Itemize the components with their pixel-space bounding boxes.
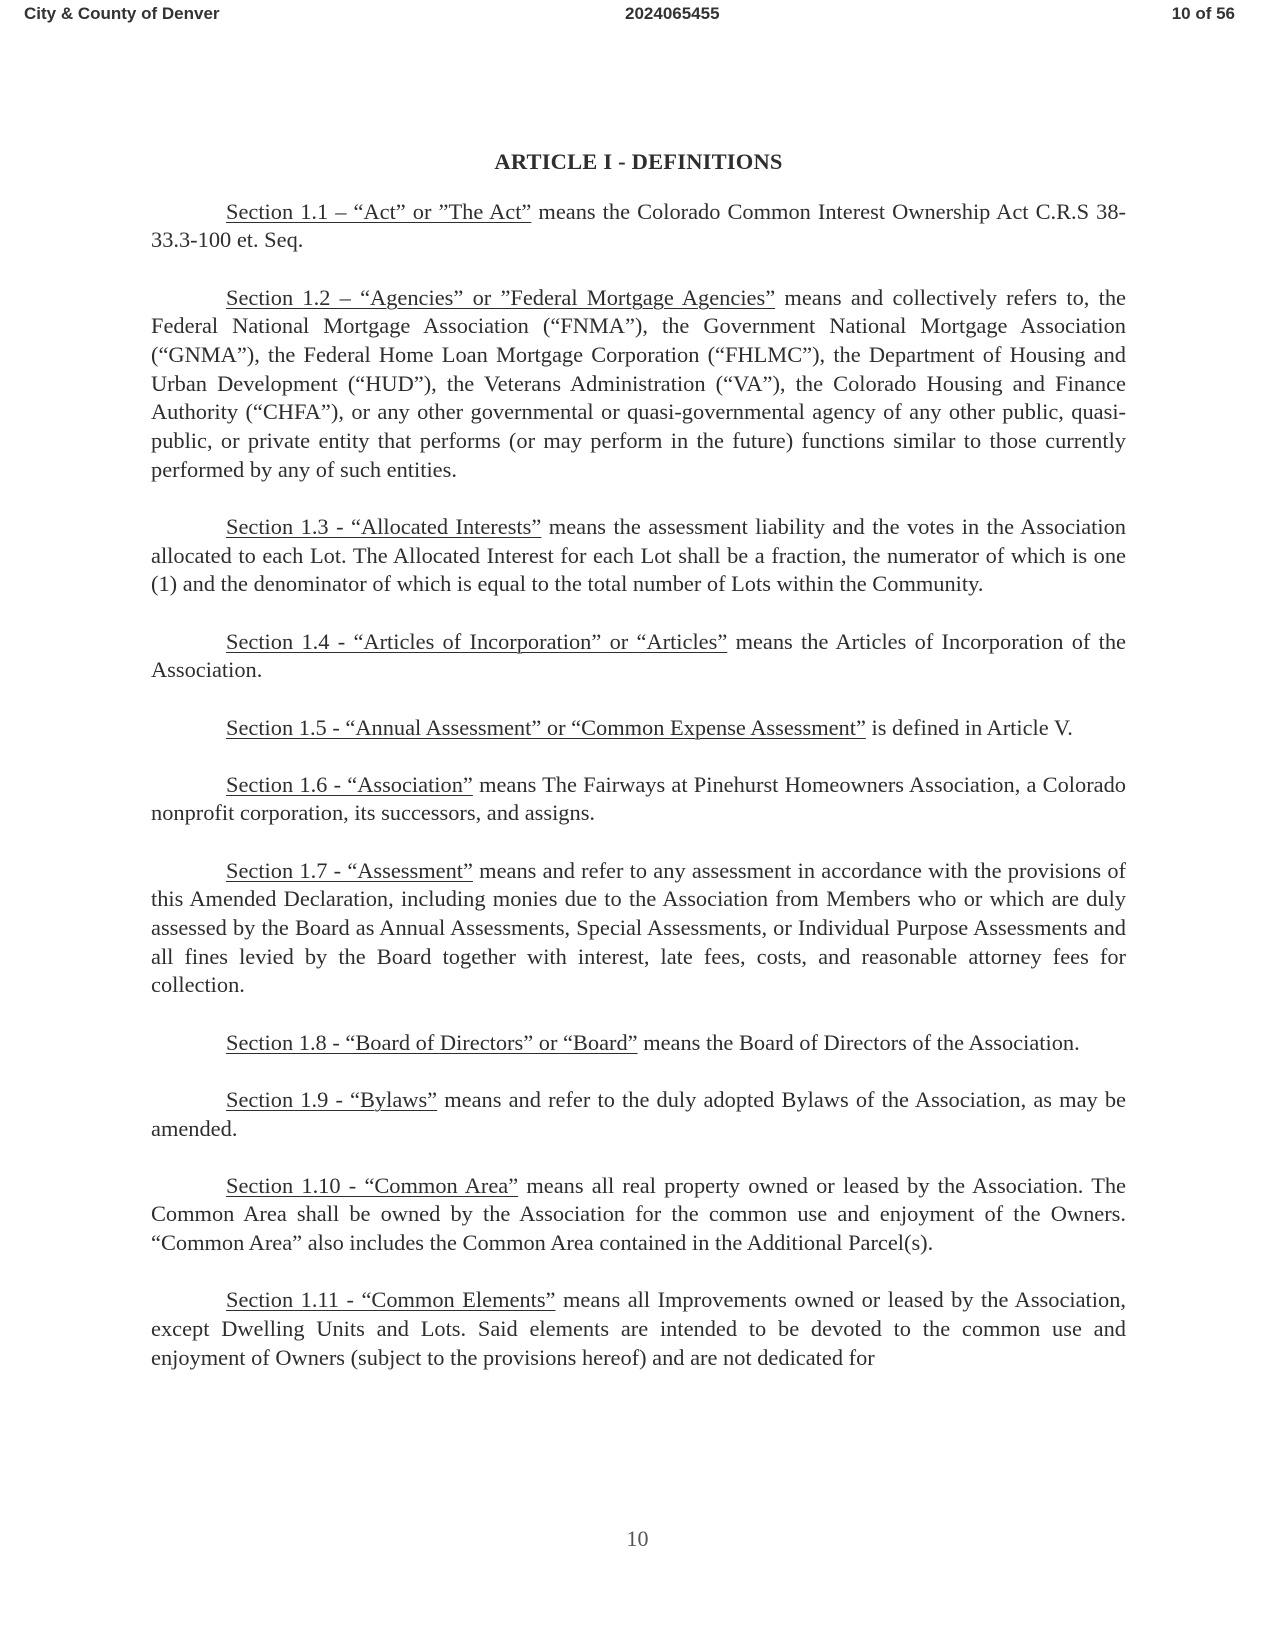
section-body: means and collectively refers to, the Federal National Mortgage Association (“FNMA”), the Government National Mortgage Association (“GNMA”), the Federal Home Loan Mortgage Corporation (“FHLMC”), the Department of Housing and Urban Development (“HUD”), the Veterans Administration (“VA”), the Colorado Housing and Finance Authority (“CHFA”), or any other governmental or quasi-governmental agency of any other public, quasi-public, or private entity that performs (or may perform in the future) functions similar to those currently performed by any of such entities. xyxy=(151,284,1126,482)
section-1-3 xyxy=(151,513,1126,599)
section-heading: Section 1.3 - “Allocated Interests” xyxy=(226,514,542,540)
section-body: means the Articles of Incorporation of the Association. xyxy=(151,628,1126,683)
section-heading: Section 1.8 - “Board of Directors” or “Board” xyxy=(226,1029,638,1055)
section-1-4 xyxy=(151,628,1126,685)
section-heading: Section 1.4 - “Articles of Incorporation” or “Articles” xyxy=(226,628,728,654)
section-heading: Section 1.7 - “Assessment” xyxy=(226,857,473,883)
document-page xyxy=(151,148,1126,1401)
article-title: ARTICLE I - DEFINITIONS xyxy=(494,149,783,174)
page-number: 10 xyxy=(626,1526,649,1551)
section-heading: Section 1.10 - “Common Area” xyxy=(226,1172,519,1198)
section-heading: Section 1.6 - “Association” xyxy=(226,771,473,797)
section-heading: Section 1.11 - “Common Elements” xyxy=(226,1287,556,1313)
section-1-6 xyxy=(151,771,1126,828)
section-body: means and refer to any assessment in accordance with the provisions of this Amended Declaration, including monies due to the Association from Members who or which are duly assessed by the Board as Annual Assessments, Special Assessments, or Individual Purpose Assessments and all fines levied by the Board together with interest, late fees, costs, and reasonable attorney fees for collection. xyxy=(151,857,1126,998)
recording-stamp-bar xyxy=(0,0,1275,30)
section-1-9 xyxy=(151,1086,1126,1143)
section-heading: Section 1.5 - “Annual Assessment” or “Common Expense Assessment” xyxy=(226,714,866,740)
section-body: means the Colorado Common Interest Ownership Act C.R.S 38-33.3-100 et. Seq. xyxy=(151,198,1126,253)
section-body: means all Improvements owned or leased by the Association, except Dwelling Units and Lots. Said elements are intended to be devoted to the common use and enjoyment of Owners (subject to the provisions hereof) and are not dedicated for xyxy=(151,1287,1126,1370)
section-body: means and refer to the duly adopted Bylaws of the Association, as may be amended. xyxy=(151,1086,1126,1141)
section-1-8 xyxy=(151,1029,1126,1058)
section-1-11 xyxy=(151,1286,1126,1372)
section-body: means the Board of Directors of the Association. xyxy=(637,1029,1080,1055)
section-1-2 xyxy=(151,284,1126,485)
section-1-5 xyxy=(151,714,1126,743)
section-heading: Section 1.9 - “Bylaws” xyxy=(226,1086,438,1112)
section-heading: Section 1.2 – “Agencies” or ”Federal Mortgage Agencies” xyxy=(226,284,776,310)
section-1-1 xyxy=(151,198,1126,255)
page-count: 10 of 56 xyxy=(1171,4,1235,23)
section-body: means all real property owned or leased by the Association. The Common Area shall be owned by the Association for the common use and enjoyment of the Owners. “Common Area” also includes the Common Area contained in the Additional Parcel(s). xyxy=(151,1172,1127,1256)
section-1-10 xyxy=(151,1172,1126,1258)
recorder-name: City & County of Denver xyxy=(24,4,220,23)
section-body: means The Fairways at Pinehurst Homeowners Association, a Colorado nonprofit corporation, its successors, and assigns. xyxy=(151,771,1126,826)
section-body: means the assessment liability and the votes in the Association allocated to each Lot. The Allocated Interest for each Lot shall be a fraction, the numerator of which is one (1) and the denominator of which is equal to the total number of Lots within the Community. xyxy=(151,514,1127,597)
section-1-7 xyxy=(151,857,1126,1001)
reception-number: 2024065455 xyxy=(625,4,720,23)
section-body: is defined in Article V. xyxy=(865,714,1073,740)
section-heading: Section 1.1 – “Act” or ”The Act” xyxy=(226,198,532,224)
